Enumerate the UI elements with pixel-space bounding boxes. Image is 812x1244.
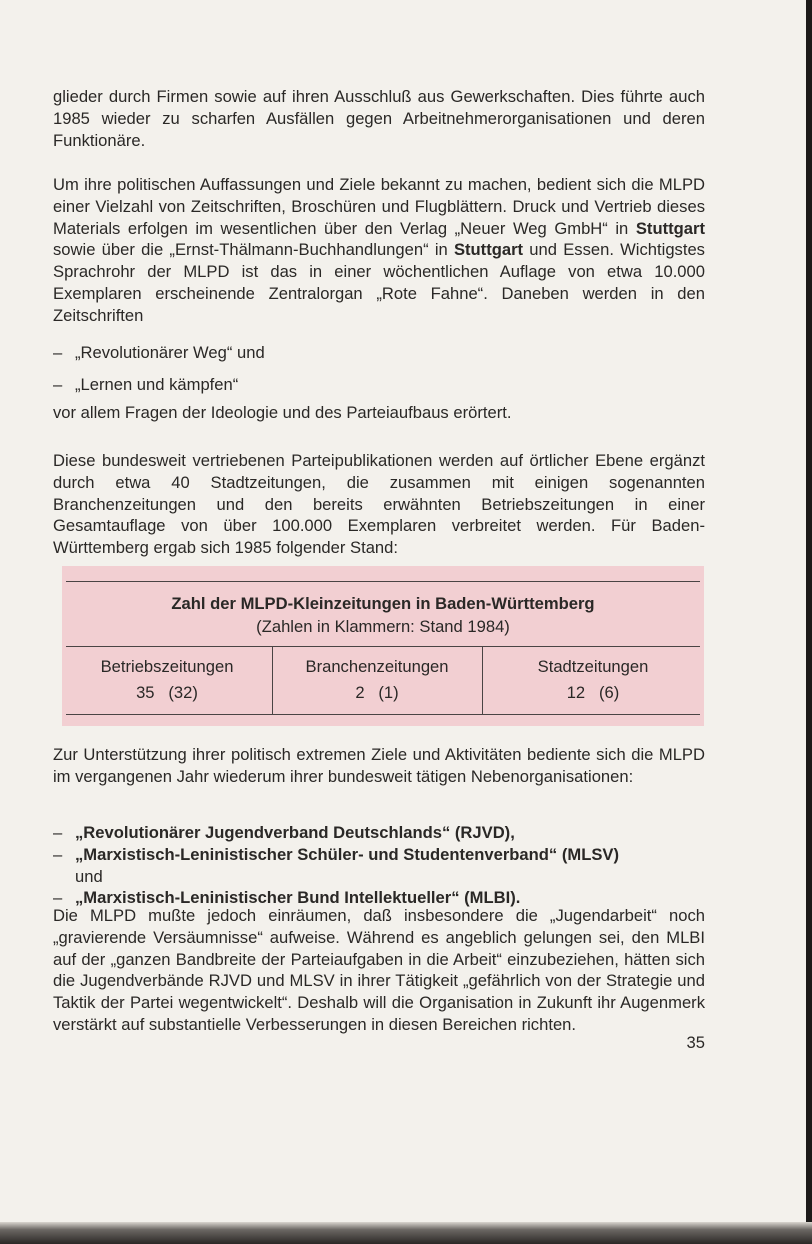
table-column-betriebszeitungen	[62, 654, 272, 706]
page-bottom-shadow	[0, 1222, 812, 1244]
table-column-branchenzeitungen	[272, 654, 482, 706]
list-item: – „Revolutionärer Weg“ und	[53, 343, 265, 362]
paragraph-2-text-d: und Essen. Wichtigstes Sprachrohr der MLPD ist das in einer wöchentlichen Auflage von etwa 10.000 Exemplaren erscheinende Zentralorgan „Rote Fahne“. Daneben werden in den Zeitschriften	[53, 240, 705, 325]
paragraph-2-text-c: sowie über die „Ernst-Thälmann-Buchhandlungen“ in	[53, 240, 454, 260]
table-subtitle: (Zahlen in Klammern: Stand 1984)	[256, 617, 510, 636]
page-edge-shadow	[806, 0, 812, 1244]
statistics-table	[62, 566, 704, 726]
paragraph-4: Diese bundesweit vertriebenen Parteipublikationen werden auf örtlicher Ebene ergänzt durch etwa 40 Stadtzeitungen, die zusammen mit einigen sogenannten Branchenzeitungen und den bereits erwähnten Betriebszeitungen in einer Gesamtauflage von über 100.000 Exemplaren verbreitet werden. Für Baden-Württemberg ergab sich 1985 folgender Stand:	[53, 451, 705, 558]
paragraph-6: Die MLPD mußte jedoch einräumen, daß insbesondere die „Jugendarbeit“ noch „gravierende Versäumnisse“ aufweise. Während es angeblich gelungen sei, den MLBI auf der „ganzen Bandbreite der Parteiaufgaben in die Arbeit“ einzubeziehen, hätten sich die Jugendverbände RJVD und MLSV in ihrer Tätigkeit „gefährlich von der Strategie und Taktik der Partei wegentwickelt“. Deshalb will die Organisation in Zukunft ihr Augenmerk verstärkt auf substantielle Verbesserungen in diesen Bereichen richten.	[53, 906, 705, 1034]
organization-list	[53, 822, 705, 909]
paragraph-3: vor allem Fragen der Ideologie und des Parteiaufbaus erörtert.	[53, 403, 512, 422]
list-conjunction: und	[75, 866, 103, 886]
paragraph-2-text-a: Um ihre politischen Auffassungen und Ziele bekannt zu machen, bedient sich die MLPD einer Vielzahl von Zeitschriften, Broschüren und Flugblättern. Druck und Vertrieb dieses Materials erfolgen im wesentlichen über den Verlag „Neuer Weg GmbH“ in	[53, 175, 705, 238]
paragraph-5: Zur Unterstützung ihrer politisch extremen Ziele und Aktivitäten bediente sich die MLPD im vergangenen Jahr wiederum ihrer bundesweit tätigen Nebenorganisationen:	[53, 745, 705, 786]
column-value: 2 (1)	[355, 683, 399, 702]
page-number: 35	[686, 1033, 705, 1052]
city-stuttgart-1: Stuttgart	[635, 218, 705, 238]
column-header: Branchenzeitungen	[305, 657, 449, 676]
list-item: – „Revolutionärer Jugendverband Deutschlands“ (RJVD),	[53, 823, 515, 842]
journal-list	[53, 342, 705, 396]
table-bottom-rule	[66, 714, 700, 715]
table-header-rule	[66, 646, 700, 647]
paragraph-1: glieder durch Firmen sowie auf ihren Ausschluß aus Gewerkschaften. Dies führte auch 1985 wieder zu scharfen Ausfällen gegen Arbeitnehmerorganisationen und deren Funktionäre.	[53, 87, 705, 150]
list-item: – „Marxistisch-Leninistischer Schüler- und Studentenverband“ (MLSV)	[53, 844, 619, 864]
table-title: Zahl der MLPD-Kleinzeitungen in Baden-Württemberg	[171, 594, 595, 613]
list-item: – „Marxistisch-Leninistischer Bund Intellektueller“ (MLBI).	[53, 888, 521, 908]
table-top-rule	[66, 581, 700, 582]
list-item: – „Lernen und kämpfen“	[53, 374, 239, 394]
table-column-stadtzeitungen	[482, 654, 704, 706]
column-value: 12 (6)	[566, 683, 620, 702]
column-header: Stadtzeitungen	[537, 657, 649, 676]
city-stuttgart-2: Stuttgart	[453, 240, 524, 260]
paragraph-2	[53, 174, 705, 327]
column-value: 35 (32)	[136, 683, 198, 702]
column-header: Betriebszeitungen	[100, 657, 234, 676]
